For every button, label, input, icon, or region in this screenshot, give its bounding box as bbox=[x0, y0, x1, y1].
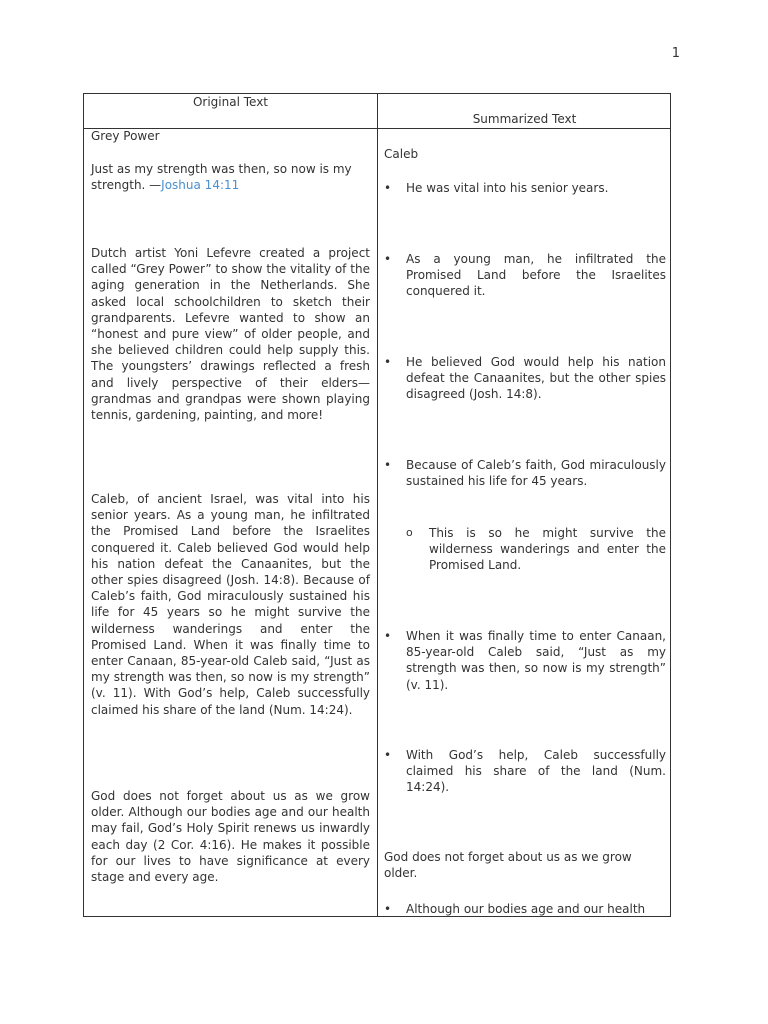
summary-bullet-4 bbox=[384, 457, 666, 489]
header-summarized-text: Summarized Text bbox=[472, 112, 577, 126]
bullet-icon: • bbox=[384, 252, 392, 266]
bullet-icon: • bbox=[384, 355, 392, 369]
summary-closing: God does not forget about us as we grow older. bbox=[384, 850, 632, 881]
summary-sub-bullet-1 bbox=[406, 525, 666, 574]
summary-bullet-text: With God’s help, Caleb successfully claimed his share of the land (Num. 14:24). bbox=[406, 748, 666, 795]
bullet-icon: • bbox=[384, 629, 392, 643]
bullet-icon: • bbox=[384, 902, 392, 916]
header-original-text: Original Text bbox=[192, 95, 269, 109]
original-title: Grey Power bbox=[91, 129, 160, 143]
summary-bullet-6 bbox=[384, 747, 666, 796]
original-verse bbox=[91, 161, 370, 193]
bullet-icon: • bbox=[384, 181, 392, 195]
original-paragraph-1: Dutch artist Yoni Lefevre created a project called “Grey Power” to show the vitality of the aging generation in the Netherlands. She asked local schoolchildren to sketch their grandparents. Lefevre wanted to show an “honest and pure view” of older people, and she believed children could help supply this. The youngsters’ drawings reflected a fresh and lively perspective of their elders—grandmas and grandpas were shown playing tennis, gardening, painting, and more! bbox=[91, 246, 370, 423]
verse-reference-link[interactable]: Joshua 14:11 bbox=[161, 178, 240, 193]
summary-bullet-text: Because of Caleb’s faith, God miraculously sustained his life for 45 years. bbox=[406, 458, 666, 489]
summary-bullet-3 bbox=[384, 354, 666, 403]
summary-sub-bullet-text: This is so he might survive the wilderness wanderings and enter the Promised Land. bbox=[429, 526, 666, 573]
summary-bullet-5 bbox=[384, 628, 666, 693]
summary-bullet-text: When it was finally time to enter Canaan, 85-year-old Caleb said, “Just as my strength was then, so now is my strength” (v. 11). bbox=[406, 629, 666, 692]
summary-bullet-text: Although our bodies age and our health bbox=[406, 902, 646, 916]
comparison-table bbox=[83, 93, 671, 917]
summary-bullet-7 bbox=[384, 901, 666, 917]
summary-bullet-text: He believed God would help his nation defeat the Canaanites, but the other spies disagreed (Josh. 14:8). bbox=[406, 355, 666, 402]
page-number: 1 bbox=[671, 46, 680, 61]
summary-bullet-1 bbox=[384, 180, 666, 196]
summary-bullet-text: As a young man, he infiltrated the Promised Land before the Israelites conquered it. bbox=[406, 252, 666, 299]
bullet-icon: • bbox=[384, 458, 392, 472]
bullet-icon: • bbox=[384, 748, 392, 762]
summary-bullet-text: He was vital into his senior years. bbox=[406, 181, 609, 195]
sub-bullet-icon: o bbox=[406, 526, 413, 539]
original-paragraph-3: God does not forget about us as we grow older. Although our bodies age and our health may fail, God’s Holy Spirit renews us inwardly each day (2 Cor. 4:16). He makes it possible for our lives to have significance at every stage and every age. bbox=[91, 789, 370, 885]
column-divider bbox=[377, 94, 378, 916]
original-paragraph-2: Caleb, of ancient Israel, was vital into his senior years. As a young man, he infiltrated the Promised Land before the Israelites conquered it. Caleb believed God would help his nation defeat the Canaanites, but the other spies disagreed (Josh. 14:8). Because of Caleb’s faith, God miraculously sustained his life for 45 years so he might survive the wilderness wanderings and enter the Promised Land. When it was finally time to enter Canaan, 85-year-old Caleb said, “Just as my strength was then, so now is my strength” (v. 11). With God’s help, Caleb successfully claimed his share of the land (Num. 14:24). bbox=[91, 492, 370, 717]
verse-text: Just as my strength was then, so now is my strength. — bbox=[91, 162, 352, 193]
summary-bullet-2 bbox=[384, 251, 666, 300]
summary-heading: Caleb bbox=[384, 147, 419, 161]
